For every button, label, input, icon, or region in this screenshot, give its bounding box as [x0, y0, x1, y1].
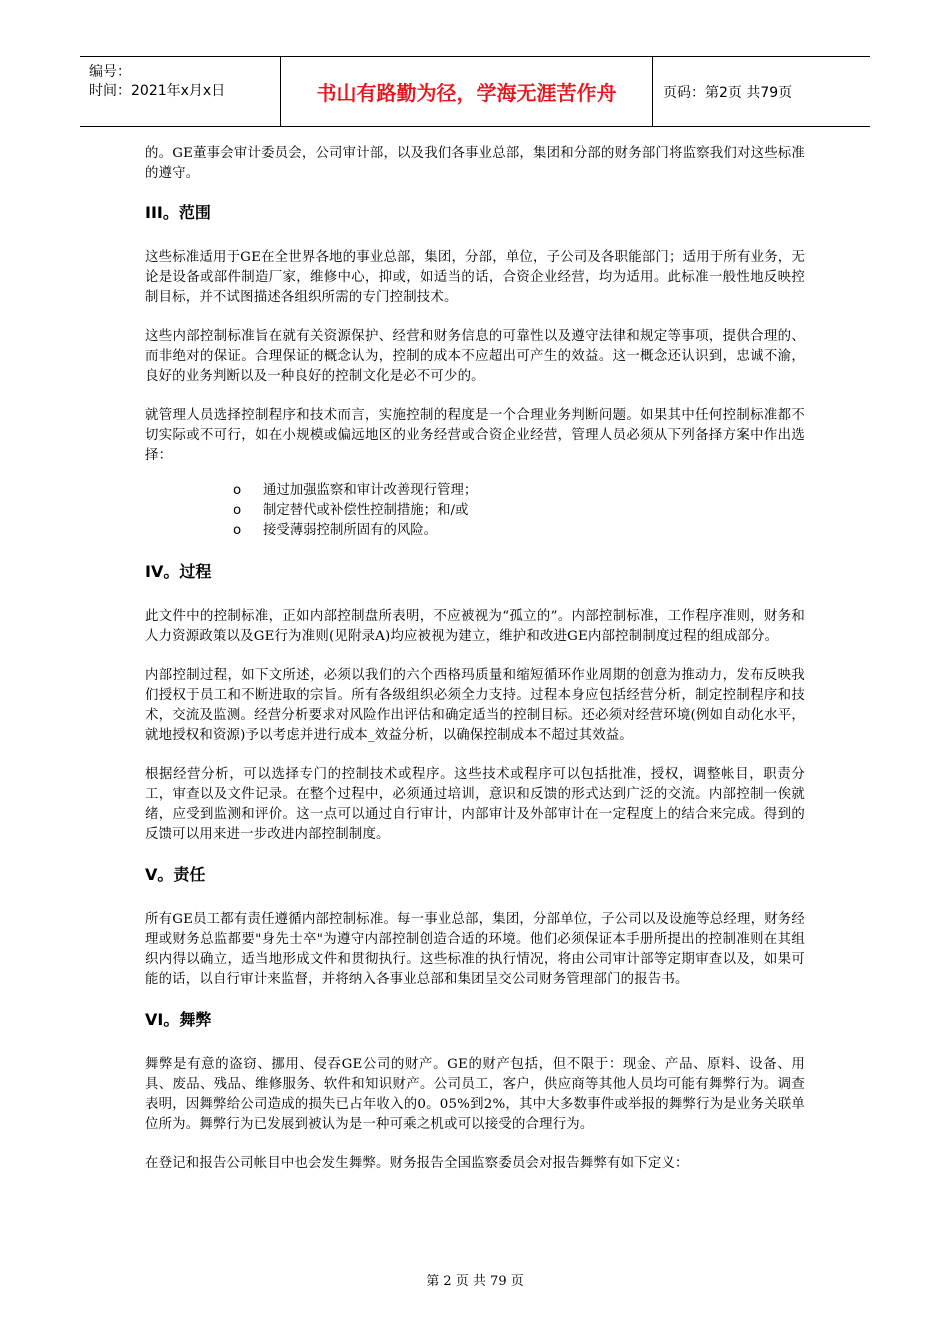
bullet-mark: o [233, 483, 242, 498]
paragraph: 这些内部控制标准旨在就有关资源保护、经营和财务信息的可靠性以及遵守法律和规定等事项，提供合理的、而非绝对的保证。合理保证的概念认为，控制的成本不应超出可产生的效益。这一概念还认识到，忠诚不渝，良好的业务判断以及一种良好的控制文化是必不可少的。 [145, 329, 805, 384]
bullet-mark: o [233, 523, 242, 538]
number-label: 编号： [89, 64, 131, 80]
header-motto: 书山有路勤为径，学海无涯苦作舟 [281, 57, 653, 126]
document-body [145, 144, 805, 1193]
paragraph: 内部控制过程，如下文所述，必须以我们的六个西格玛质量和缩短循环作业周期的创意为推动力，发布反映我们授权于员工和不断进取的宗旨。所有各级组织必须全力支持。过程本身应包括经营分析，制定控制程序和技术，交流及监测。经营分析要求对风险作出评估和确定适当的控制目标。还必须对经营环境(例如自动化水平，就地授权和资源)予以考虑并进行成本_效益分析，以确保控制成本不超过其效益。 [145, 668, 805, 743]
header-table [80, 56, 870, 127]
list-item [233, 501, 805, 521]
bullet-mark: o [233, 503, 242, 518]
list-item [233, 521, 805, 541]
paragraph: 就管理人员选择控制程序和技术而言，实施控制的程度是一个合理业务判断问题。如果其中任何控制标准都不切实际或不可行，如在小规模或偏远地区的业务经营或合资企业经营，管理人员必须从下列备择方案中作出选择： [145, 408, 805, 463]
list-item-text: 接受薄弱控制所固有的风险。 [263, 523, 438, 538]
section-heading-process: IV。过程 [145, 562, 212, 581]
date-label: 时间：2021年x月x日 [89, 83, 226, 99]
list-item-text: 制定替代或补偿性控制措施；和/或 [263, 503, 469, 518]
paragraph: 所有GE员工都有责任遵循内部控制标准。每一事业总部，集团，分部单位，子公司以及设施等总经理，财务经理或财务总监都要"身先士卒"为遵守内部控制创造合适的环境。他们必须保证本手册所提出的控制准则在其组织内得以确立，适当地形成文件和贯彻执行。这些标准的执行情况，将由公司审计部等定期审查以及，如果可能的话，以自行审计来监督，并将纳入各事业总部和集团呈交公司财务管理部门的报告书。 [145, 912, 805, 987]
section-heading-responsibility: V。责任 [145, 865, 206, 884]
header-page-label: 页码：第2页 共79页 [663, 84, 793, 101]
header-left-cell [80, 57, 281, 126]
page-footer: 第 2 页 共 79 页 [426, 1274, 524, 1289]
paragraph: 根据经营分析，可以选择专门的控制技术或程序。这些技术或程序可以包括批准，授权，调整帐目，职责分工，审查以及文件记录。在整个过程中，必须通过培训，意识和反馈的形式达到广泛的交流。内部控制一俟就绪，应受到监测和评价。这一点可以通过自行审计，内部审计及外部审计在一定程度上的结合来完成。得到的反馈可以用来进一步改进内部控制制度。 [145, 767, 805, 842]
options-list [145, 481, 805, 541]
paragraph: 这些标准适用于GE在全世界各地的事业总部，集团，分部，单位，子公司及各职能部门；适用于所有业务，无论是设备或部件制造厂家，维修中心，抑或，如适当的话，合资企业经营，均为适用。此标准一般性地反映控制目标，并不试图描述各组织所需的专门控制技术。 [145, 250, 805, 305]
section-heading-fraud: VI。舞弊 [145, 1010, 212, 1029]
list-item [233, 481, 805, 501]
paragraph: 此文件中的控制标准，正如内部控制盘所表明，不应被视为“孤立的”。内部控制标准，工作程序准则，财务和人力资源政策以及GE行为准则(见附录A)均应被视为建立，维护和改进GE内部控制制度过程的组成部分。 [145, 609, 805, 644]
intro-paragraph: 的。GE董事会审计委员会，公司审计部，以及我们各事业总部，集团和分部的财务部门将监察我们对这些标准的遵守。 [145, 146, 805, 181]
paragraph: 在登记和报告公司帐目中也会发生舞弊。财务报告全国监察委员会对报告舞弊有如下定义： [145, 1156, 689, 1171]
list-item-text: 通过加强监察和审计改善现行管理； [263, 483, 478, 498]
paragraph: 舞弊是有意的盗窃、挪用、侵吞GE公司的财产。GE的财产包括，但不限于：现金、产品、原料、设备、用具、废品、残品、维修服务、软件和知识财产。公司员工，客户，供应商等其他人员均可能有舞弊行为。调查表明，因舞弊给公司造成的损失已占年收入的0。05%到2%，其中大多数事件或举报的舞弊行为是业务关联单位所为。舞弊行为已发展到被认为是一种可乘之机或可以接受的合理行为。 [145, 1057, 805, 1132]
section-heading-scope: III。范围 [145, 203, 211, 222]
